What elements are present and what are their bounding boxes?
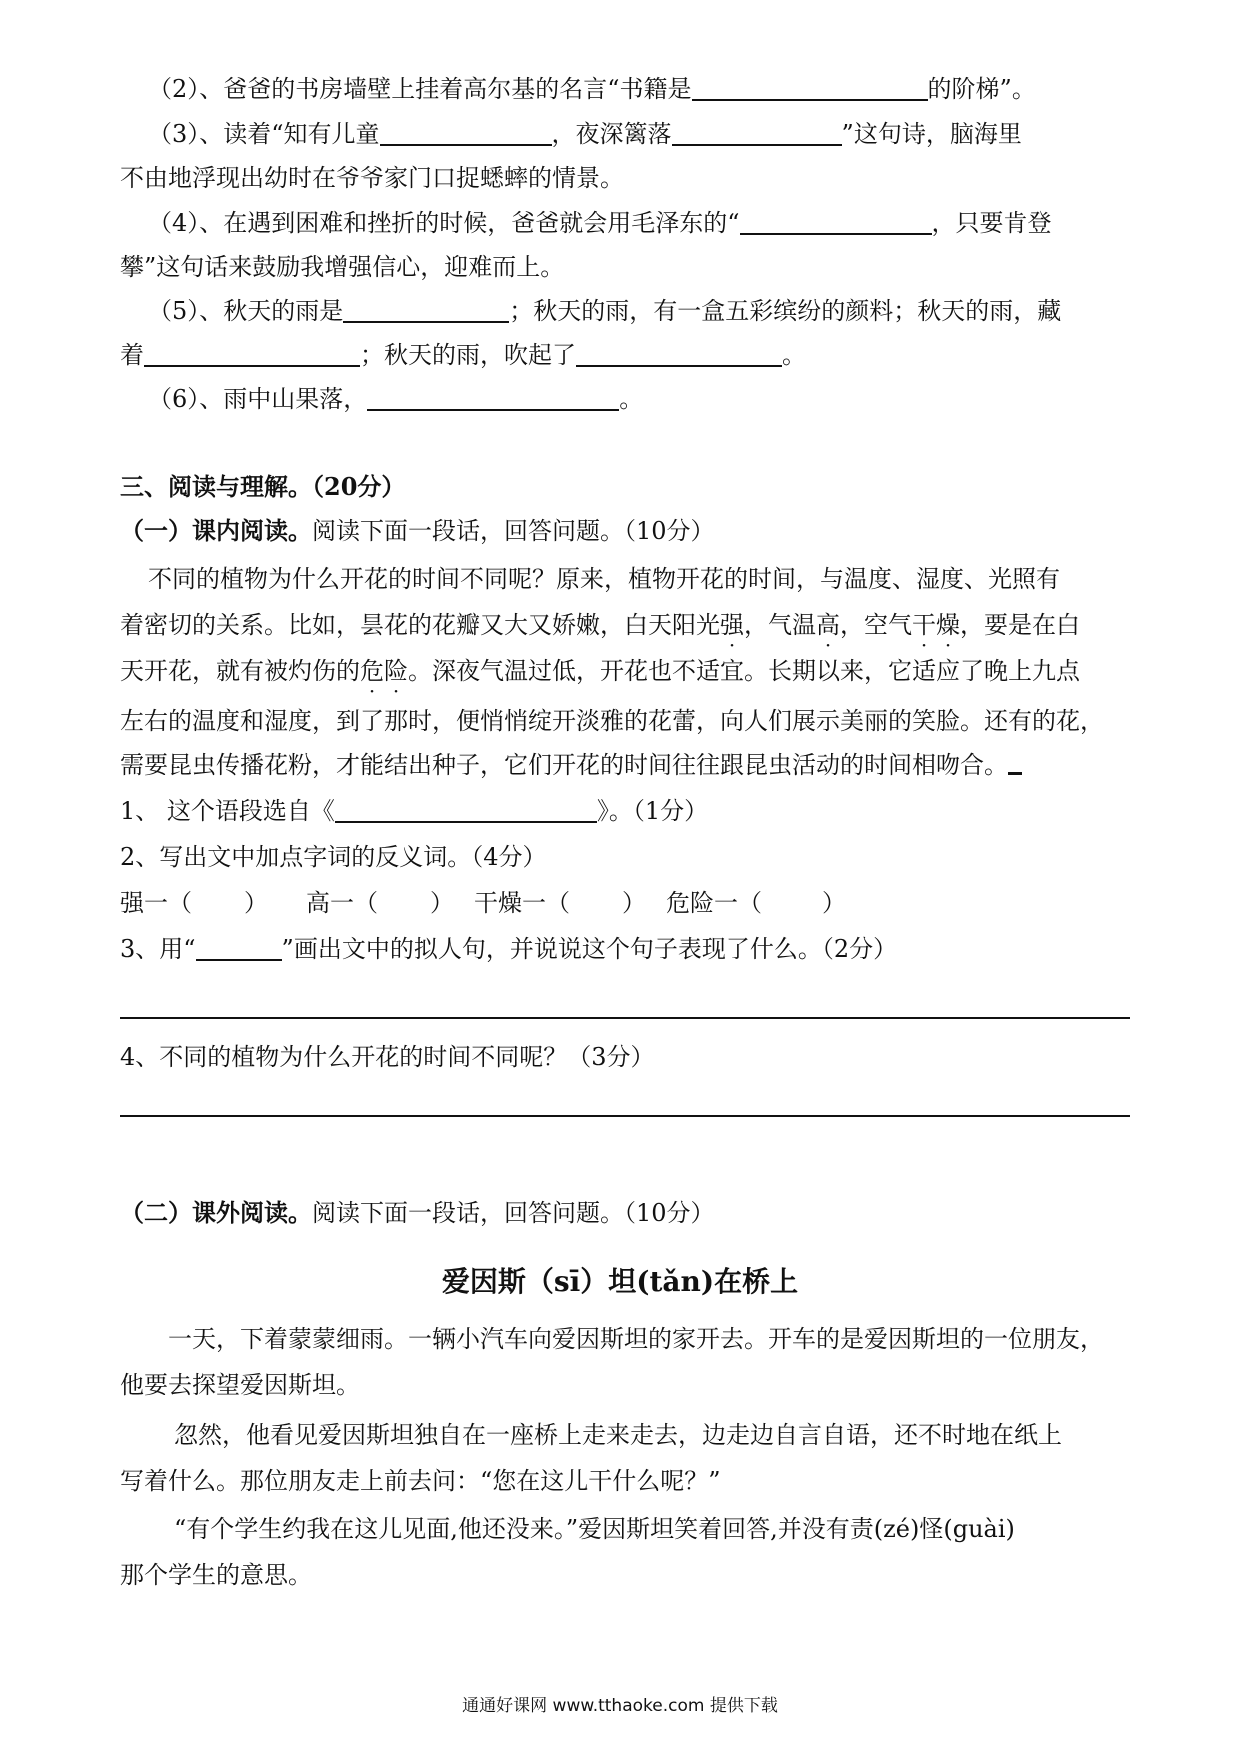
fill-q5-blank-3[interactable] xyxy=(576,341,782,367)
antonym-ganzao: 干燥一（ xyxy=(474,889,570,917)
question-1-text: 1、 这个语段选自《 xyxy=(120,797,335,825)
fill-q5-text: （5）、秋天的雨是 xyxy=(148,297,344,325)
story-p1-line-1: 一天，下着蒙蒙细雨。一辆小汽车向爱因斯坦的家开去。开车的是爱因斯坦的一位朋友， xyxy=(168,1325,1104,1353)
story-p2-line-2: 写着什么。那位朋友走上前去问：“您在这儿干什么呢？” xyxy=(120,1467,721,1495)
passage-text: ，气温 xyxy=(744,611,816,639)
fill-q5-blank-2[interactable] xyxy=(144,341,360,367)
antonym-row xyxy=(120,886,1130,920)
fill-q3-blank-1[interactable] xyxy=(380,120,552,146)
fill-q2-text-end: 的阶梯”。 xyxy=(927,75,1036,103)
question-1-end: 》。（1分） xyxy=(596,797,709,825)
fill-q2 xyxy=(148,72,1158,106)
part2-text: 阅读下面一段话，回答问题。（10分） xyxy=(312,1199,715,1227)
fill-q5-cont xyxy=(120,338,1130,372)
passage-text: 着密切的关系。比如，昙花的花瓣又大又娇嫩，白天阳光 xyxy=(120,611,720,639)
antonym-close: ） xyxy=(244,889,268,917)
part2-heading xyxy=(120,1196,1130,1230)
text-cursor xyxy=(1008,752,1022,775)
passage-text: ，要是在白 xyxy=(960,611,1080,639)
fill-q6-end: 。 xyxy=(619,385,644,413)
fill-q3-blank-2[interactable] xyxy=(672,120,842,146)
fill-q4-cont: 攀”这句话来鼓励我增强信心，迎难而上。 xyxy=(120,253,565,281)
passage-text: 天开花，就有被灼伤的 xyxy=(120,657,360,685)
passage-text: ，空气 xyxy=(840,611,912,639)
passage-line-2 xyxy=(120,608,1130,642)
question-4-answer-line[interactable] xyxy=(120,1115,1130,1117)
fill-q4 xyxy=(148,206,1158,240)
fill-q2-blank[interactable] xyxy=(692,75,928,101)
antonym-weixian: 危险一（ xyxy=(666,889,762,917)
dotted-word-gao: 高 xyxy=(816,611,840,639)
fill-q5-cont-end: 。 xyxy=(782,341,806,369)
fill-q4-blank[interactable] xyxy=(740,209,932,235)
fill-q4-text: （4）、在遇到困难和挫折的时候，爸爸就会用毛泽东的“ xyxy=(148,209,740,237)
section3-heading: 三、阅读与理解。（20分） xyxy=(120,472,406,501)
fill-q4-end: ，只要肯登 xyxy=(931,209,1052,237)
fill-q3 xyxy=(148,117,1158,151)
dotted-word-zao: 燥 xyxy=(936,611,960,639)
fill-q5-end: ；秋天的雨，有一盒五彩缤纷的颜料；秋天的雨，藏 xyxy=(509,297,1062,325)
question-4: 4、不同的植物为什么开花的时间不同呢？（3分） xyxy=(120,1043,655,1071)
fill-q5-cont-text: 着 xyxy=(120,341,144,369)
story-p3-line-1: “有个学生约我在这儿见面,他还没来。”爱因斯坦笑着回答,并没有责(zé)怪(guài) xyxy=(174,1515,1015,1543)
fill-q5-blank-1[interactable] xyxy=(343,297,509,323)
fill-q6 xyxy=(148,382,1158,416)
antonym-close: ） xyxy=(430,889,454,917)
passage-text: 需要昆虫传播花粉，才能结出种子，它们开花的时间往往跟昆虫活动的时间相吻合。 xyxy=(120,751,1008,779)
fill-q3-end: ”这句诗，脑海里 xyxy=(841,120,1022,148)
passage-line-4: 左右的温度和湿度，到了那时，便悄悄绽开淡雅的花蕾，向人们展示美丽的笑脸。还有的花， xyxy=(120,707,1104,735)
part2-label: （二）课外阅读。 xyxy=(120,1198,312,1227)
antonym-gao: 高一（ xyxy=(306,889,378,917)
fill-q6-text: （6）、雨中山果落， xyxy=(148,385,368,413)
fill-q5-cont-mid: ；秋天的雨，吹起了 xyxy=(360,341,576,369)
fill-q2-text: （2）、爸爸的书房墙壁上挂着高尔基的名言“书籍是 xyxy=(148,75,692,103)
part1-heading xyxy=(120,514,1130,548)
question-2: 2、写出文中加点字词的反义词。（4分） xyxy=(120,843,547,871)
passage-line-5 xyxy=(120,748,1130,782)
fill-q3-mid: ，夜深篱落 xyxy=(551,120,672,148)
passage-text: 。深夜气温过低，开花也不适宜。长期以来，它适应了晚上九点 xyxy=(408,657,1080,685)
dotted-word-wei: 危 xyxy=(360,657,384,685)
dotted-word-gan: 干 xyxy=(912,611,936,639)
antonym-qiang: 强一（ xyxy=(120,889,192,917)
story-p3-line-2: 那个学生的意思。 xyxy=(120,1561,312,1589)
passage-line-3 xyxy=(120,654,1130,688)
question-1-blank[interactable] xyxy=(335,797,597,823)
passage-line-1: 不同的植物为什么开花的时间不同呢？原来，植物开花的时间，与温度、湿度、光照有 xyxy=(148,565,1060,593)
fill-q5 xyxy=(148,294,1158,328)
dotted-word-xian: 险 xyxy=(384,657,408,685)
question-3 xyxy=(120,932,1130,966)
antonym-close: ） xyxy=(622,889,646,917)
page-footer: 通通好课网 www.tthaoke.com 提供下载 xyxy=(462,1696,778,1716)
question-1 xyxy=(120,794,1130,828)
fill-q6-blank[interactable] xyxy=(367,385,619,411)
part1-label: （一）课内阅读。 xyxy=(120,516,312,545)
antonym-close: ） xyxy=(822,889,846,917)
fill-q3-text: （3）、读着“知有儿童 xyxy=(148,120,380,148)
story-p1-line-2: 他要去探望爱因斯坦。 xyxy=(120,1371,360,1399)
story-title: 爱因斯（sī）坦(tǎn)在桥上 xyxy=(441,1265,799,1298)
question-3-end: ”画出文中的拟人句，并说说这个句子表现了什么。（2分） xyxy=(281,935,898,963)
question-3-text: 3、用“ xyxy=(120,935,196,963)
question-3-answer-line[interactable] xyxy=(120,1017,1130,1019)
fill-q3-cont: 不由地浮现出幼时在爷爷家门口捉蟋蟀的情景。 xyxy=(120,164,624,192)
question-3-underline-sample xyxy=(196,935,282,961)
part1-text: 阅读下面一段话，回答问题。（10分） xyxy=(312,517,715,545)
story-p2-line-1: 忽然，他看见爱因斯坦独自在一座桥上走来走去，边走边自言自语，还不时地在纸上 xyxy=(174,1421,1062,1449)
dotted-word-qiang: 强 xyxy=(720,611,744,639)
